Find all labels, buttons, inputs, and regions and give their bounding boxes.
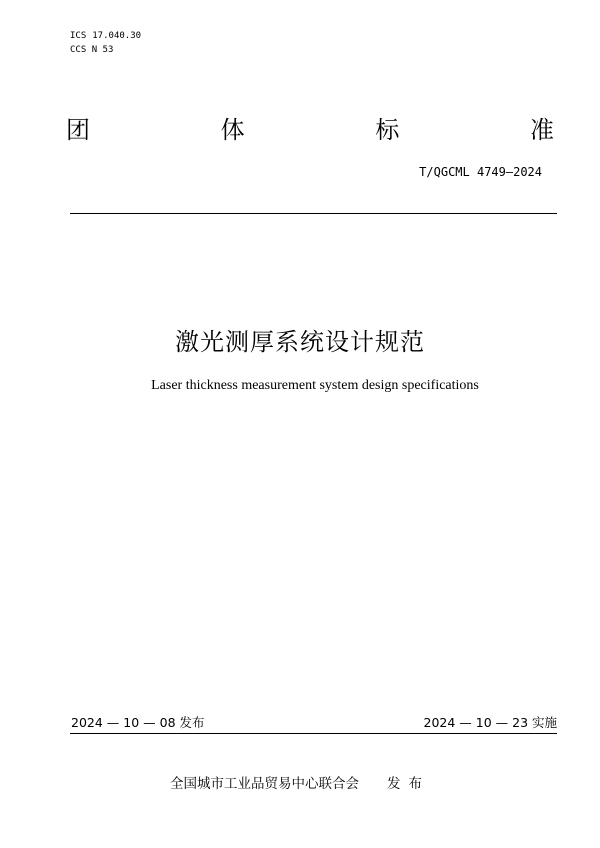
top-divider xyxy=(70,213,557,214)
ccs-value: N 53 xyxy=(91,45,114,55)
implementation-date: 2024 — 10 — 23 实施 xyxy=(423,715,557,730)
standard-type-heading xyxy=(66,115,554,145)
bottom-divider xyxy=(70,733,557,734)
publisher-name: 全国城市工业品贸易中心联合会 xyxy=(170,776,359,792)
publisher-action: 发布 xyxy=(387,776,430,792)
issue-date: 2024 — 10 — 08 发布 xyxy=(71,715,205,730)
ccs-label: CCS xyxy=(70,45,87,55)
ccs-row xyxy=(70,43,141,57)
ics-label: ICS xyxy=(70,31,87,41)
ics-value: 17.040.30 xyxy=(92,31,142,41)
ics-row xyxy=(70,29,141,43)
standard-number: T/QGCML 4749—2024 xyxy=(419,165,542,179)
standard-type-char: 体 xyxy=(220,116,245,144)
classification-codes xyxy=(70,29,141,57)
document-title-chinese: 激光测厚系统设计规范 xyxy=(175,328,425,356)
standard-type-char: 团 xyxy=(66,116,90,144)
standard-type-char: 准 xyxy=(529,116,554,144)
standard-type-char: 标 xyxy=(375,116,400,144)
publisher-line xyxy=(0,774,600,794)
document-title-english: Laser thickness measurement system design specifications xyxy=(151,378,479,393)
